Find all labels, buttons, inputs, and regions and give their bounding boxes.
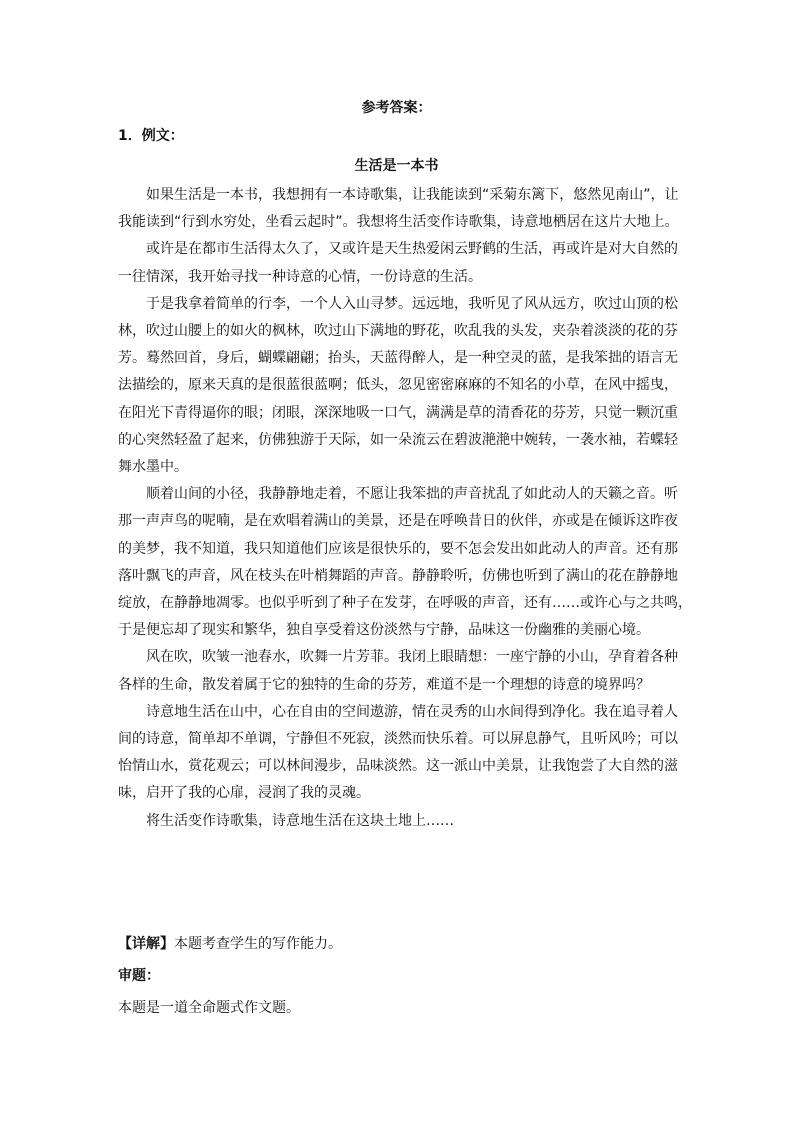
essay-line: 法描绘的，原来天真的是很蓝很蓝啊；低头，忽见密密麻麻的不知名的小草，在风中摇曳， [118,377,678,394]
essay-line: 芳。蓦然回首，身后，蝴蝶翩翩；抬头，天蓝得醉人，是一种空灵的蓝，是我笨拙的语言无 [118,350,678,367]
question-number-label: 1．例文： [118,128,184,144]
essay-line: 诗意地生活在山中，心在自由的空间遨游，情在灵秀的山水间得到净化。我在追寻着人 [146,703,678,720]
essay-line: 绽放，在静静地凋零。也似乎听到了种子在发芽，在呼吸的声音，还有……或许心与之共鸣， [118,595,692,612]
essay-line: 味，启开了我的心扉，浸润了我的灵魂。 [118,785,370,802]
essay-line: 舞水墨中。 [118,459,188,476]
essay-paragraph [118,699,678,808]
detail-line [118,934,342,954]
essay-line: 或许是在都市生活得太久了，又或许是天生热爱闲云野鹤的生活，再或许是对大自然的 [146,241,678,258]
essay-line: 间的诗意，简单却不单调，宁静但不死寂，淡然而快乐着。可以屏息静气，且听风吟；可以 [118,731,678,748]
essay-line: 风在吹，吹皱一池春水，吹舞一片芳菲。我闭上眼睛想：一座宁静的小山，孕育着各种 [146,649,678,666]
answer-heading: 参考答案： [361,100,432,116]
essay-paragraph [118,291,678,481]
essay-line: 如果生活是一本书，我想拥有一本诗歌集，让我能读到“采菊东篱下，悠然见南山”，让 [146,187,679,203]
detail-label: 【详解】 [118,936,174,952]
shenti-text: 本题是一道全命题式作文题。 [118,1000,300,1016]
essay-line: 将生活变作诗歌集，诗意地生活在这块土地上…… [146,812,454,829]
essay-paragraph [118,182,679,236]
essay-line: 林，吹过山腰上的如火的枫林，吹过山下满地的野花，吹乱我的头发，夹杂着淡淡的花的芬 [118,323,678,340]
detail-text: 本题考查学生的写作能力。 [174,936,342,952]
essay-line: 在阳光下青得逼你的眼；闭眼，深深地吸一口气，满满是草的清香花的芬芳，只觉一颗沉重 [118,404,678,421]
shenti-label: 审题： [118,968,160,984]
essay-title: 生活是一本书 [354,158,439,174]
essay-paragraph [118,236,678,290]
essay-paragraph [118,644,678,698]
essay-line: 那一声声鸟的呢喃，是在欢唱着满山的美景，还是在呼唤昔日的伙伴，亦或是在倾诉这昨夜 [118,513,678,530]
essay-line: 于是便忘却了现实和繁华，独自享受着这份淡然与宁静，品味这一份幽雅的美丽心境。 [118,622,650,639]
essay-line: 的心突然轻盈了起来，仿佛独游于天际，如一朵流云在碧波滟滟中婉转，一袭水袖，若蝶轻 [118,431,678,448]
essay-line: 我能读到“行到水穷处，坐看云起时”。我想将生活变作诗歌集，诗意地栖居在这片大地上。 [118,214,679,231]
essay-line: 落叶飘飞的声音，风在枝头在叶梢舞蹈的声音。静静聆听，仿佛也听到了满山的花在静静地 [118,567,678,584]
essay-paragraph [118,481,692,644]
essay-line: 怡情山水，赏花观云；可以林间漫步，品味淡然。这一派山中美景，让我饱尝了大自然的滋 [118,758,678,775]
essay-paragraph [118,808,674,835]
essay-line: 各样的生命，散发着属于它的独特的生命的芬芳，难道不是一个理想的诗意的境界吗？ [118,676,650,693]
essay-line: 的美梦，我不知道，我只知道他们应该是很快乐的，要不怎会发出如此动人的声音。还有那 [118,540,678,557]
essay-line: 顺着山间的小径，我静静地走着，不愿让我笨拙的声音扰乱了如此动人的天籁之音。听 [146,486,678,503]
essay-line: 一往情深，我开始寻找一种诗意的心情，一份诗意的生活。 [118,268,482,285]
essay-body [118,182,692,835]
essay-line: 于是我拿着简单的行李，一个人入山寻梦。远远地，我听见了风从远方，吹过山顶的松 [146,295,678,312]
